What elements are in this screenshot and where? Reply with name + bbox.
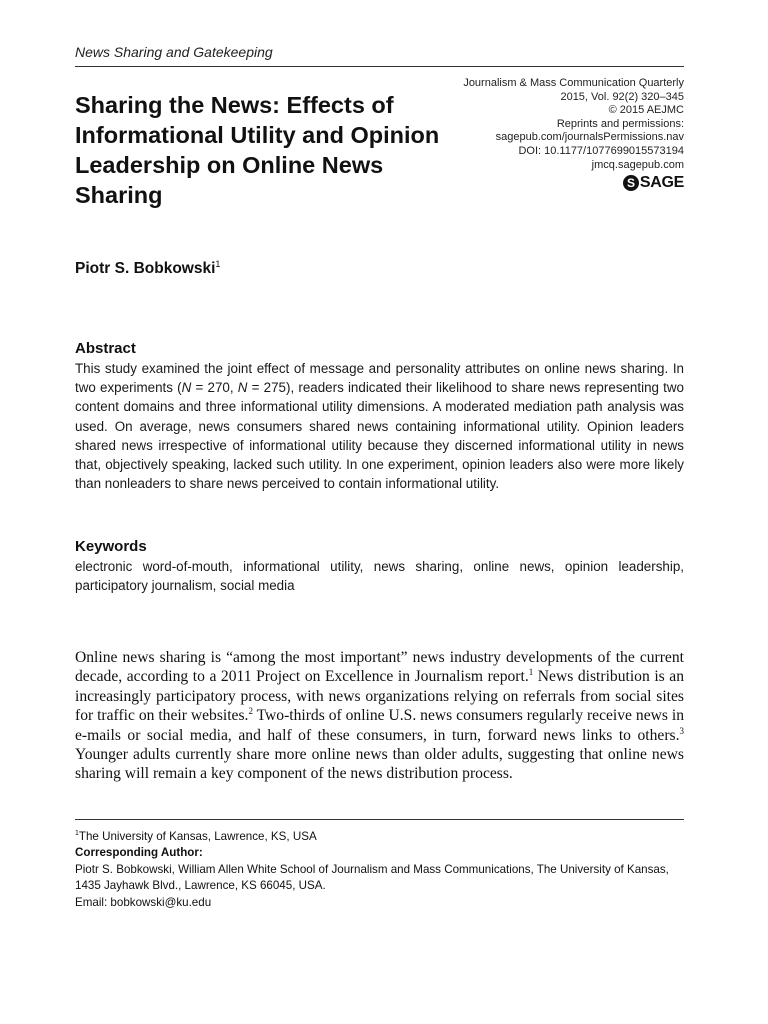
copyright: © 2015 AEJMC: [608, 104, 684, 117]
corresponding-heading: Corresponding Author:: [75, 846, 203, 860]
endnote-ref-3[interactable]: 3: [679, 725, 684, 736]
endnote-ref-2[interactable]: 2: [248, 706, 253, 717]
endnote-ref-1[interactable]: 1: [528, 667, 534, 678]
sage-logo: [623, 175, 684, 191]
corresponding-email[interactable]: Email: bobkowski@ku.edu: [75, 895, 212, 909]
author-name: Piotr S. Bobkowski: [75, 260, 216, 277]
abstract-text: This study examined the joint effect of message and personality attributes on online news sharing. In two experiments (N = 270, N = 275), readers indicated their likelihood to share news representing two content domains and three informational utility dimensions. A moderated mediation path analysis was used. On average, news consumers shared news containing informational utility. Opinion leaders shared news irrespective of informational utility because they discerned informational utility in news that, objectively speaking, lacked such utility. In one experiment, opinion leaders also were more likely than nonleaders to share news perceived to contain informational utility.: [75, 361, 684, 492]
footnotes: [75, 829, 684, 911]
doi[interactable]: DOI: 10.1177/1077699015573194: [518, 144, 684, 157]
sage-logo-text: SAGE: [639, 174, 684, 192]
journal-volume: 2015, Vol. 92(2) 320–345: [560, 90, 684, 103]
body-paragraph: Online news sharing is “among the most important” news industry developments of the current decade, according to a 2011 Project on Excellence in Journalism report.$^1$ News distribution is an increasingly participatory process, with news organizations relying on referrals from social sites for traffic on their websites.$^2$ Two-thirds of online U.S. news consumers regularly receive news in e-mails or social media, and half of these consumers, in turn, forward news links to others.$^3$ Younger adults currently share more online news than older adults, suggesting that online news sharing will remain a key component of the news distribution process.: [75, 649, 684, 783]
journal-name: Journalism & Mass Communication Quarterly: [463, 77, 684, 89]
author-affiliation-mark: 1: [215, 258, 221, 269]
sage-logo-icon: S: [623, 175, 639, 191]
journal-meta: [424, 77, 684, 192]
header-rule: [75, 66, 684, 67]
footnote-rule: [75, 819, 684, 820]
journal-url[interactable]: jmcq.sagepub.com: [591, 158, 684, 171]
article-title: Sharing the News: Effects of Informational Utility and Opinion Leadership on Online News Sharing: [75, 92, 440, 208]
keywords-heading: Keywords: [75, 538, 147, 555]
affiliation-note: $^1$The University of Kansas, Lawrence, KS, USA: [75, 830, 317, 843]
author: [75, 260, 220, 278]
abstract-heading: Abstract: [75, 340, 136, 357]
permissions-link[interactable]: sagepub.com/journalsPermissions.nav: [495, 131, 684, 144]
corresponding-address: Piotr S. Bobkowski, William Allen White School of Journalism and Mass Communications, The University of Kansas, 1435 Jayhawk Blvd., Lawrence, KS 66045, USA.: [75, 862, 669, 893]
reprints-label: Reprints and permissions:: [556, 117, 684, 130]
running-head: News Sharing and Gatekeeping: [75, 44, 273, 60]
keywords-text: electronic word-of-mouth, informational utility, news sharing, online news, opinion leadership, participatory journalism, social media: [75, 559, 684, 594]
